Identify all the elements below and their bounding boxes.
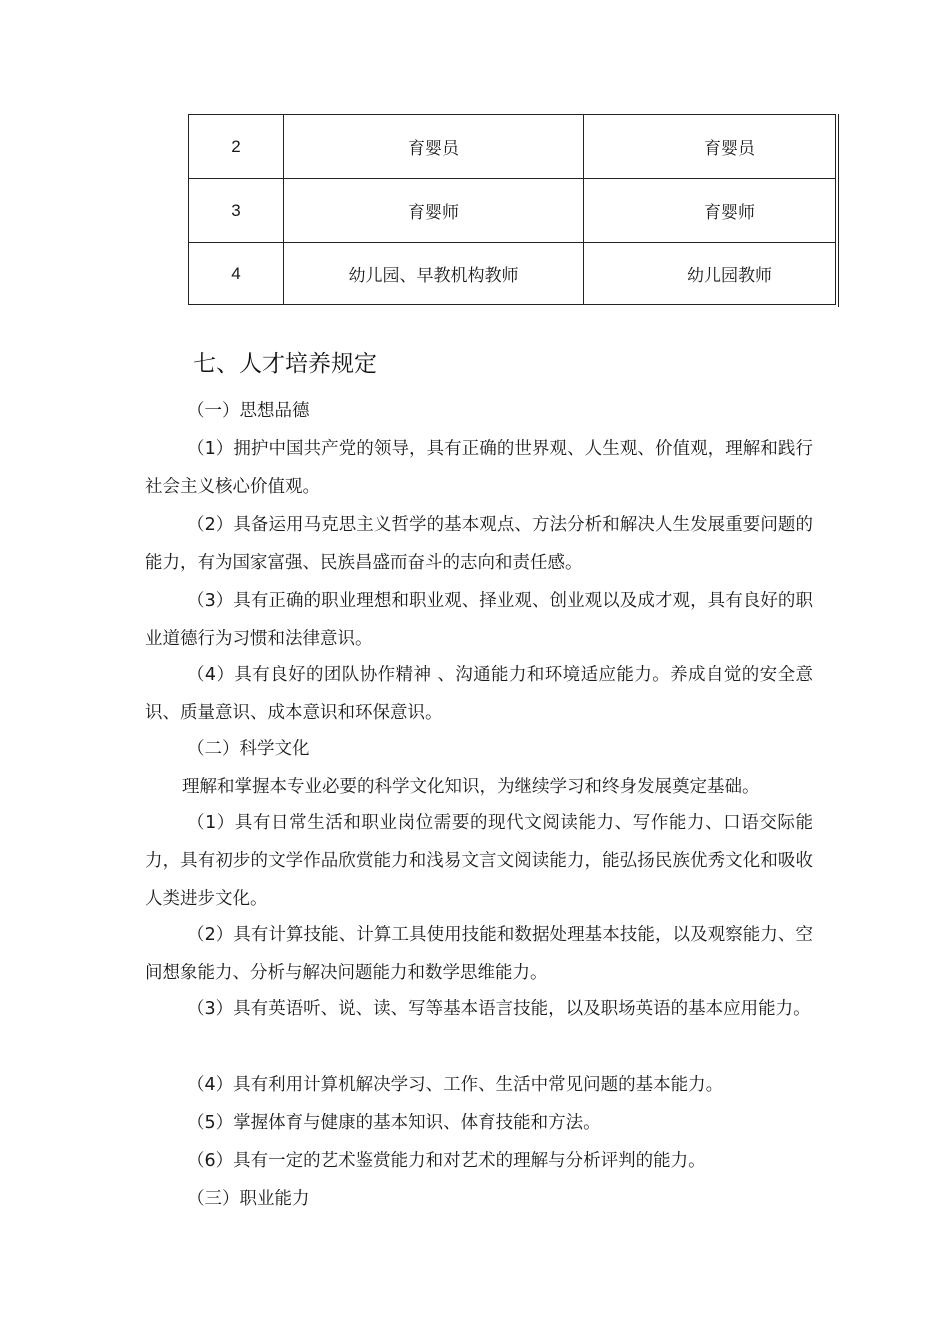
table-cell	[584, 179, 836, 243]
paragraph: （4）具有良好的团队协作精神 、沟通能力和环境适应能力。养成自觉的安全意识、质量意识、成本意识和环保意识。	[145, 665, 813, 723]
paragraph: （3）具有正确的职业理想和职业观、择业观、创业观以及成才观，具有良好的职业道德行为习惯和法律意识。	[145, 591, 813, 649]
row-number: 3	[189, 179, 284, 243]
paragraph: （1）具有日常生活和职业岗位需要的现代文阅读能力、写作能力、口语交际能力，具有初步的文学作品欣赏能力和浅易文言文阅读能力，能弘扬民族优秀文化和吸收人类进步文化。	[145, 813, 813, 909]
row-number: 4	[189, 243, 284, 305]
table-cell: 育婴员	[284, 115, 584, 179]
section-heading: 七、人才培养规定	[193, 351, 377, 377]
paragraph: （3）具有英语听、说、读、写等基本语言技能，以及职场英语的基本应用能力。	[187, 999, 811, 1019]
paragraph: （2）具有计算技能、计算工具使用技能和数据处理基本技能，以及观察能力、空间想象能力、分析与解决问题能力和数学思维能力。	[145, 925, 813, 983]
subsection-title: （一）思想品德	[187, 401, 310, 421]
table-row	[189, 243, 836, 305]
table-border-line	[838, 114, 839, 307]
table-cell	[584, 243, 836, 305]
table-cell	[584, 115, 836, 179]
cell-text: 育婴员	[704, 139, 755, 159]
paragraph: （4）具有利用计算机解决学习、工作、生活中常见问题的基本能力。	[187, 1075, 724, 1095]
table-cell: 幼儿园、早教机构教师	[284, 243, 584, 305]
paragraph: （6）具有一定的艺术鉴赏能力和对艺术的理解与分析评判的能力。	[187, 1151, 706, 1171]
paragraph: （5）掌握体育与健康的基本知识、体育技能和方法。	[187, 1113, 601, 1133]
subsection-title: （二）科学文化	[187, 739, 310, 759]
subsection-title: （三）职业能力	[187, 1189, 310, 1209]
cell-text: 幼儿园教师	[687, 266, 772, 286]
cell-text: 育婴师	[704, 203, 755, 223]
paragraph: （1）拥护中国共产党的领导，具有正确的世界观、人生观、价值观，理解和践行社会主义核心价值观。	[145, 439, 813, 497]
occupation-table	[188, 114, 836, 305]
row-number: 2	[189, 115, 284, 179]
table-row	[189, 115, 836, 179]
table-cell: 育婴师	[284, 179, 584, 243]
table-row	[189, 179, 836, 243]
paragraph: 理解和掌握本专业必要的科学文化知识，为继续学习和终身发展奠定基础。	[182, 777, 760, 797]
paragraph: （2）具备运用马克思主义哲学的基本观点、方法分析和解决人生发展重要问题的能力，有为国家富强、民族昌盛而奋斗的志向和责任感。	[145, 515, 813, 573]
